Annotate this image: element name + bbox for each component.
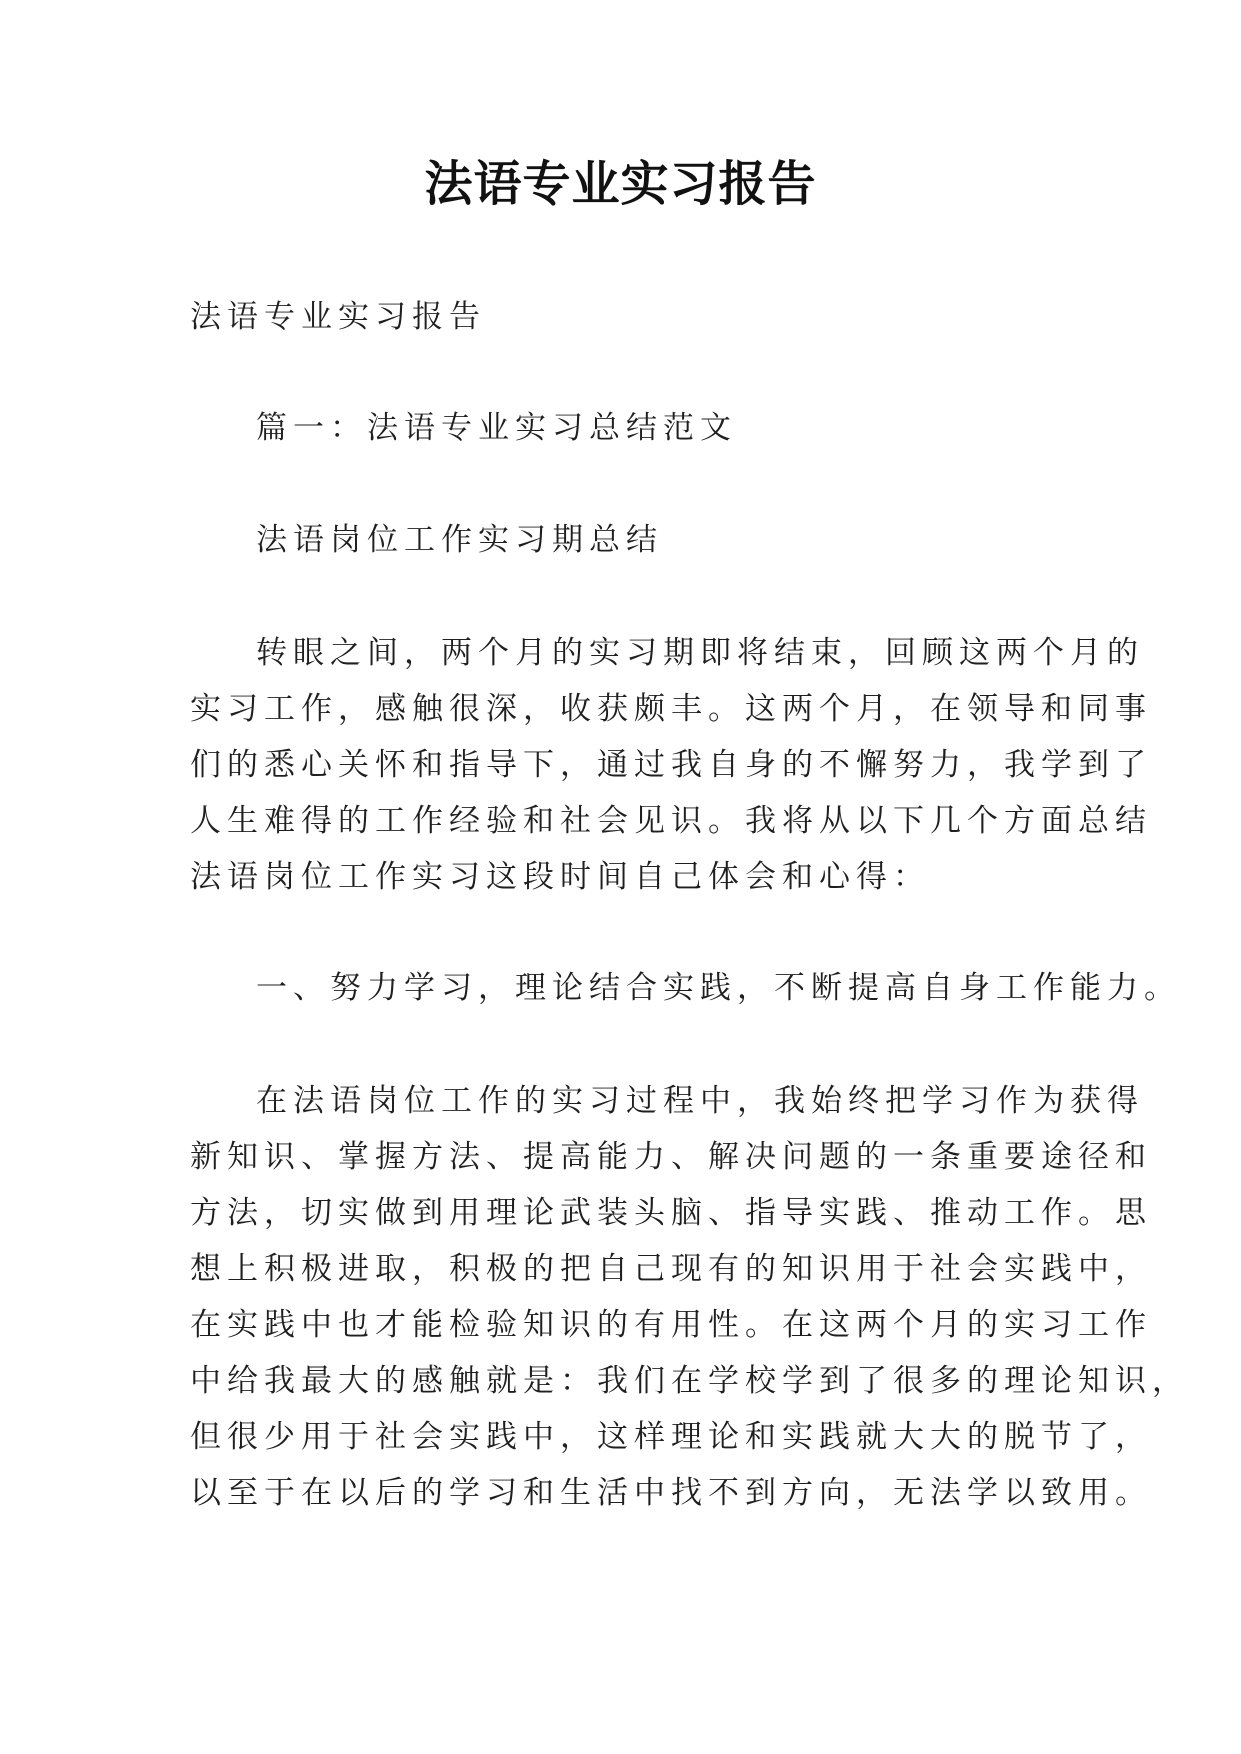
paragraph-1-line: 实习工作，感触很深，收获颇丰。这两个月，在领导和同事 [190, 691, 1152, 727]
section-heading: 篇一：法语专业实习总结范文 [256, 410, 737, 446]
paragraph-1-line: 法语岗位工作实习这段时间自己体会和心得： [190, 859, 930, 895]
paragraph-1-line: 转眼之间，两个月的实习期即将结束，回顾这两个月的 [256, 635, 1144, 671]
paragraph-2-line: 以至于在以后的学习和生活中找不到方向，无法学以致用。 [190, 1475, 1152, 1511]
paragraph-2-line: 在实践中也才能检验知识的有用性。在这两个月的实习工作 [190, 1307, 1152, 1343]
paragraph-2-line: 新知识、掌握方法、提高能力、解决问题的一条重要途径和 [190, 1139, 1152, 1175]
page-title: 法语专业实习报告 [424, 156, 817, 212]
paragraph-1-line: 人生难得的工作经验和社会见识。我将从以下几个方面总结 [190, 803, 1152, 839]
paragraph-1-line: 们的悉心关怀和指导下，通过我自身的不懈努力，我学到了 [190, 747, 1152, 783]
paragraph-2-line: 中给我最大的感触就是：我们在学校学到了很多的理论知识， [190, 1363, 1189, 1399]
paragraph-2-line: 但很少用于社会实践中，这样理论和实践就大大的脱节了， [190, 1419, 1152, 1455]
point-1-heading: 一、努力学习，理论结合实践，不断提高自身工作能力。 [256, 970, 1181, 1006]
paragraph-2-line: 方法，切实做到用理论武装头脑、指导实践、推动工作。思 [190, 1195, 1152, 1231]
summary-title: 法语岗位工作实习期总结 [256, 522, 663, 558]
document-subtitle: 法语专业实习报告 [190, 299, 486, 335]
paragraph-2-line: 在法语岗位工作的实习过程中，我始终把学习作为获得 [256, 1083, 1144, 1119]
paragraph-2-line: 想上积极进取，积极的把自己现有的知识用于社会实践中， [190, 1251, 1152, 1287]
